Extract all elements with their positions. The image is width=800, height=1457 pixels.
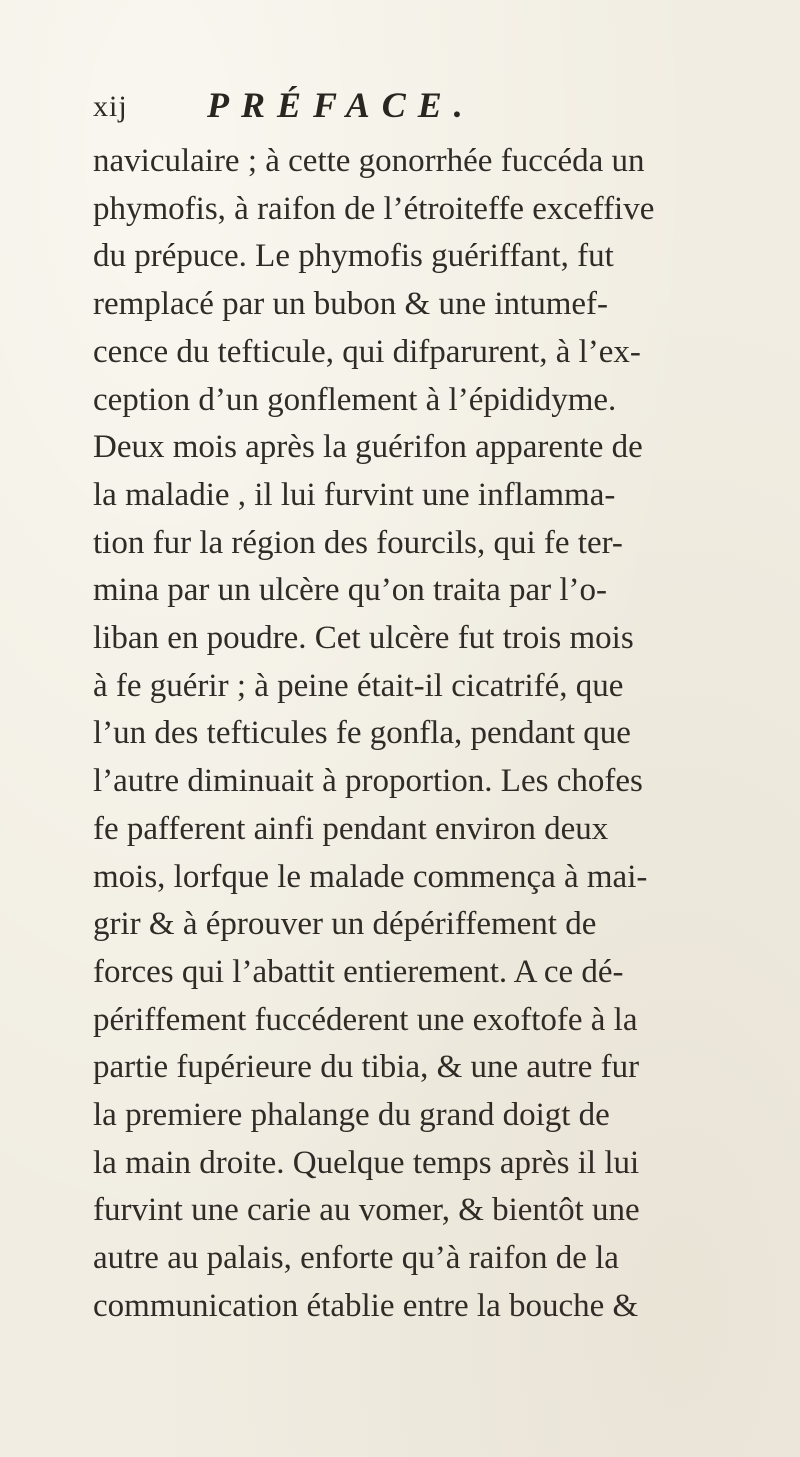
text-line: la premiere phalange du grand doigt de	[93, 1097, 610, 1134]
text-line: mois, lorfque le malade commença à mai-	[93, 858, 648, 895]
running-title: PRÉFACE.	[207, 85, 475, 125]
page-number: xij	[93, 90, 128, 123]
text-line: forces qui l’abattit entierement. A ce dé-	[93, 953, 624, 990]
text-line: l’autre diminuait à proportion. Les chofes	[93, 763, 643, 800]
text-line: la maladie , il lui furvint une inflamma-	[93, 476, 616, 513]
text-line: autre au palais, enforte qu’à raifon de la	[93, 1240, 619, 1277]
text-line: furvint une carie au vomer, & bientôt une	[93, 1192, 640, 1229]
page-header	[93, 84, 743, 136]
text-line: naviculaire ; à cette gonorrhée fuccéda un	[93, 143, 645, 179]
text-line: remplacé par un bubon & une intumef-	[93, 286, 608, 323]
text-line: partie fupérieure du tibia, & une autre fur	[93, 1049, 640, 1086]
text-line: communication établie entre la bouche &	[93, 1287, 639, 1324]
text-line: mina par un ulcère qu’on traita par l’o-	[93, 572, 608, 609]
text-line: cence du tefticule, qui difparurent, à l’ex-	[93, 333, 641, 370]
text-line: la main droite. Quelque temps après il lui	[93, 1144, 640, 1181]
text-line: phymofis, à raifon de l’étroiteffe exceffive	[93, 190, 655, 227]
text-line: grir & à éprouver un dépériffement de	[93, 906, 597, 943]
text-line: liban en poudre. Cet ulcère fut trois mois	[93, 620, 634, 657]
text-line: fe pafferent ainfi pendant environ deux	[93, 810, 609, 847]
body-text	[93, 138, 773, 1331]
text-line: tion fur la région des fourcils, qui fe ter-	[93, 524, 623, 561]
text-line: du prépuce. Le phymofis guériffant, fut	[93, 238, 614, 275]
text-line: l’un des tefticules fe gonfla, pendant que	[93, 715, 631, 752]
text-line: ception d’un gonflement à l’épididyme.	[93, 381, 617, 418]
text-line: Deux mois après la guérifon apparente de	[93, 429, 643, 466]
text-line: à fe guérir ; à peine était-il cicatrifé, que	[93, 667, 624, 704]
text-line: périffement fuccéderent une exoftofe à la	[93, 1001, 638, 1038]
